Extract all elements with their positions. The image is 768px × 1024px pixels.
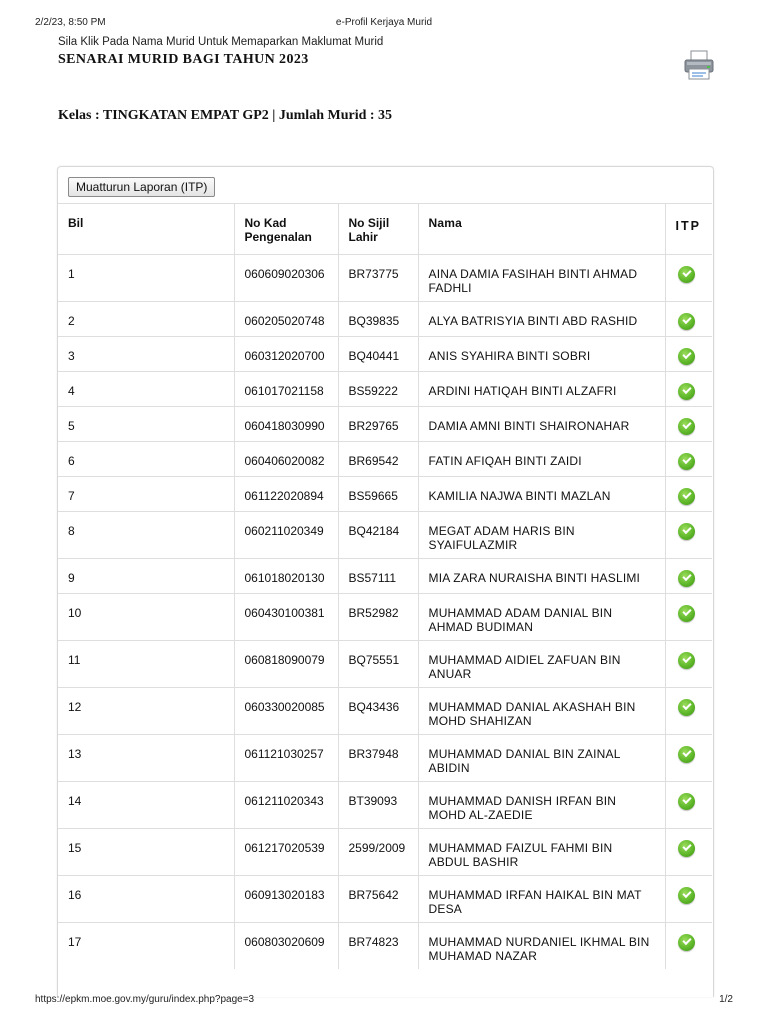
cell-no-kad: 061217020539: [234, 829, 338, 876]
cell-itp: [665, 559, 712, 594]
col-header-itp: ITP: [665, 204, 712, 255]
cell-no-sijil: BR69542: [338, 442, 418, 477]
cell-no-sijil: BQ39835: [338, 302, 418, 337]
check-circle-icon[interactable]: [678, 793, 695, 810]
cell-itp: [665, 876, 712, 923]
cell-bil: 6: [58, 442, 234, 477]
cell-itp: [665, 782, 712, 829]
cell-nama[interactable]: ALYA BATRISYIA BINTI ABD RASHID: [418, 302, 665, 337]
cell-itp: [665, 512, 712, 559]
cell-no-sijil: BR73775: [338, 255, 418, 302]
cell-itp: [665, 923, 712, 970]
cell-no-kad: 060430100381: [234, 594, 338, 641]
table-row: [58, 442, 712, 477]
cell-nama[interactable]: DAMIA AMNI BINTI SHAIRONAHAR: [418, 407, 665, 442]
cell-bil: 17: [58, 923, 234, 970]
check-circle-icon[interactable]: [678, 523, 695, 540]
cell-nama[interactable]: MUHAMMAD IRFAN HAIKAL BIN MAT DESA: [418, 876, 665, 923]
col-header-bil: Bil: [58, 204, 234, 255]
cell-nama[interactable]: MIA ZARA NURAISHA BINTI HASLIMI: [418, 559, 665, 594]
cell-no-kad: 061121030257: [234, 735, 338, 782]
table-row: [58, 372, 712, 407]
cell-bil: 13: [58, 735, 234, 782]
cell-itp: [665, 735, 712, 782]
cell-no-kad: 061122020894: [234, 477, 338, 512]
cell-no-sijil: BR29765: [338, 407, 418, 442]
print-url: https://epkm.moe.gov.my/guru/index.php?page=3: [35, 994, 255, 1005]
cell-no-sijil: 2599/2009: [338, 829, 418, 876]
cell-itp: [665, 442, 712, 477]
cell-no-sijil: BQ75551: [338, 641, 418, 688]
cell-bil: 3: [58, 337, 234, 372]
check-circle-icon[interactable]: [678, 383, 695, 400]
print-datetime: 2/2/23, 8:50 PM: [35, 17, 106, 28]
cell-itp: [665, 594, 712, 641]
check-circle-icon[interactable]: [678, 746, 695, 763]
cell-bil: 14: [58, 782, 234, 829]
cell-nama[interactable]: MUHAMMAD DANIAL BIN ZAINAL ABIDIN: [418, 735, 665, 782]
cell-itp: [665, 407, 712, 442]
cell-itp: [665, 641, 712, 688]
cell-no-sijil: BQ43436: [338, 688, 418, 735]
cell-no-kad: 060205020748: [234, 302, 338, 337]
cell-no-sijil: BR52982: [338, 594, 418, 641]
cell-no-sijil: BS59665: [338, 477, 418, 512]
cell-no-kad: 060211020349: [234, 512, 338, 559]
cell-nama[interactable]: MUHAMMAD DANIAL AKASHAH BIN MOHD SHAHIZAN: [418, 688, 665, 735]
class-info: Kelas : TINGKATAN EMPAT GP2 | Jumlah Murid : 35: [58, 108, 393, 123]
cell-no-sijil: BT39093: [338, 782, 418, 829]
table-row: [58, 512, 712, 559]
cell-no-kad: 060312020700: [234, 337, 338, 372]
cell-nama[interactable]: KAMILIA NAJWA BINTI MAZLAN: [418, 477, 665, 512]
instruction-text: Sila Klik Pada Nama Murid Untuk Memaparkan Maklumat Murid: [58, 36, 384, 48]
table-row: [58, 407, 712, 442]
cell-no-kad: 060913020183: [234, 876, 338, 923]
col-header-no-sijil: No Sijil Lahir: [338, 204, 418, 255]
cell-nama[interactable]: AINA DAMIA FASIHAH BINTI AHMAD FADHLI: [418, 255, 665, 302]
table-row: [58, 688, 712, 735]
cell-bil: 9: [58, 559, 234, 594]
cell-no-sijil: BQ42184: [338, 512, 418, 559]
cell-nama[interactable]: MUHAMMAD DANISH IRFAN BIN MOHD AL-ZAEDIE: [418, 782, 665, 829]
table-row: [58, 594, 712, 641]
cell-itp: [665, 372, 712, 407]
cell-no-sijil: BR75642: [338, 876, 418, 923]
print-header: [35, 17, 733, 31]
print-footer: [35, 994, 733, 1008]
cell-no-kad: 060803020609: [234, 923, 338, 970]
cell-no-kad: 060609020306: [234, 255, 338, 302]
check-circle-icon[interactable]: [678, 934, 695, 951]
download-report-button[interactable]: Muatturun Laporan (ITP): [68, 177, 215, 197]
table-row: [58, 782, 712, 829]
cell-bil: 8: [58, 512, 234, 559]
table-row: [58, 735, 712, 782]
check-circle-icon[interactable]: [678, 418, 695, 435]
cell-nama[interactable]: MUHAMMAD ADAM DANIAL BIN AHMAD BUDIMAN: [418, 594, 665, 641]
printer-icon[interactable]: [683, 49, 715, 81]
cell-bil: 12: [58, 688, 234, 735]
cell-nama[interactable]: MUHAMMAD FAIZUL FAHMI BIN ABDUL BASHIR: [418, 829, 665, 876]
cell-no-kad: 061018020130: [234, 559, 338, 594]
cell-no-kad: 060818090079: [234, 641, 338, 688]
check-circle-icon[interactable]: [678, 887, 695, 904]
cell-nama[interactable]: MEGAT ADAM HARIS BIN SYAIFULAZMIR: [418, 512, 665, 559]
cell-no-sijil: BQ40441: [338, 337, 418, 372]
cell-itp: [665, 477, 712, 512]
table-row: [58, 559, 712, 594]
student-table: [58, 203, 712, 969]
cell-bil: 16: [58, 876, 234, 923]
cell-nama[interactable]: ANIS SYAHIRA BINTI SOBRI: [418, 337, 665, 372]
table-row: [58, 641, 712, 688]
cell-nama[interactable]: MUHAMMAD NURDANIEL IKHMAL BIN MUHAMAD NAZAR: [418, 923, 665, 970]
cell-bil: 1: [58, 255, 234, 302]
cell-no-sijil: BR37948: [338, 735, 418, 782]
table-row: [58, 876, 712, 923]
print-page-number: 1/2: [719, 994, 733, 1005]
cell-bil: 4: [58, 372, 234, 407]
table-row: [58, 829, 712, 876]
cell-bil: 2: [58, 302, 234, 337]
cell-bil: 10: [58, 594, 234, 641]
check-circle-icon[interactable]: [678, 570, 695, 587]
table-row: [58, 255, 712, 302]
page-title: SENARAI MURID BAGI TAHUN 2023: [58, 52, 309, 67]
cell-no-kad: 060330020085: [234, 688, 338, 735]
cell-no-kad: 060406020082: [234, 442, 338, 477]
cell-no-sijil: BS57111: [338, 559, 418, 594]
cell-bil: 7: [58, 477, 234, 512]
check-circle-icon[interactable]: [678, 266, 695, 283]
check-circle-icon[interactable]: [678, 348, 695, 365]
table-row: [58, 302, 712, 337]
cell-nama[interactable]: ARDINI HATIQAH BINTI ALZAFRI: [418, 372, 665, 407]
cell-no-kad: 060418030990: [234, 407, 338, 442]
cell-itp: [665, 688, 712, 735]
col-header-no-kad: No Kad Pengenalan: [234, 204, 338, 255]
cell-no-kad: 061211020343: [234, 782, 338, 829]
check-circle-icon[interactable]: [678, 840, 695, 857]
table-row: [58, 923, 712, 970]
cell-bil: 11: [58, 641, 234, 688]
check-circle-icon[interactable]: [678, 453, 695, 470]
cell-no-sijil: BR74823: [338, 923, 418, 970]
student-list-panel: [57, 166, 714, 997]
check-circle-icon[interactable]: [678, 699, 695, 716]
table-row: [58, 337, 712, 372]
col-header-nama: Nama: [418, 204, 665, 255]
cell-no-sijil: BS59222: [338, 372, 418, 407]
print-doc-title: e-Profil Kerjaya Murid: [335, 17, 433, 28]
cell-no-kad: 061017021158: [234, 372, 338, 407]
table-header-row: [58, 204, 712, 255]
cell-itp: [665, 829, 712, 876]
check-circle-icon[interactable]: [678, 652, 695, 669]
table-row: [58, 477, 712, 512]
cell-itp: [665, 337, 712, 372]
cell-bil: 15: [58, 829, 234, 876]
cell-itp: [665, 255, 712, 302]
check-circle-icon[interactable]: [678, 605, 695, 622]
cell-nama[interactable]: MUHAMMAD AIDIEL ZAFUAN BIN ANUAR: [418, 641, 665, 688]
check-circle-icon[interactable]: [678, 313, 695, 330]
cell-nama[interactable]: FATIN AFIQAH BINTI ZAIDI: [418, 442, 665, 477]
cell-bil: 5: [58, 407, 234, 442]
cell-itp: [665, 302, 712, 337]
check-circle-icon[interactable]: [678, 488, 695, 505]
